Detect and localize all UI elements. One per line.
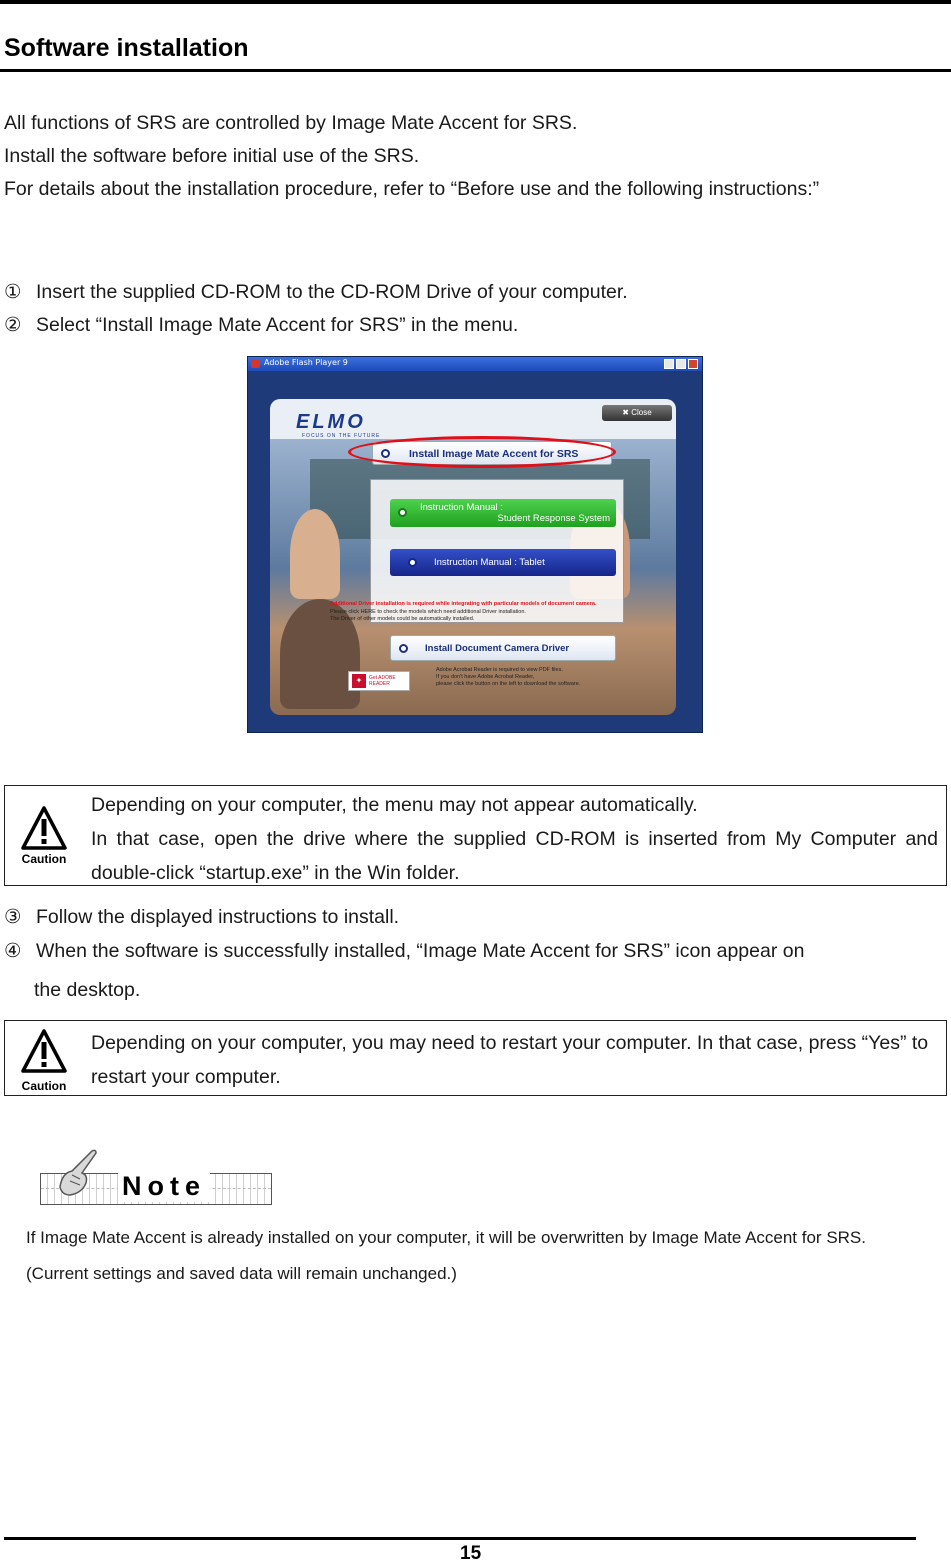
note-text: If Image Mate Accent is already installed on your computer, it will be overwritten by Image Mate Accent for SRS. (Current settings and saved data will remain unchanged.) [26,1228,866,1283]
manual-tablet-label: Instruction Manual : Tablet [434,557,545,568]
menu-frame [270,399,676,715]
step-3 [4,905,399,929]
adobe-note-line: If you don't have Adobe Acrobat Reader, [436,674,535,680]
arrow-circle-icon [398,508,407,517]
install-doc-camera-driver-button[interactable] [390,635,616,661]
arrow-circle-icon [408,558,417,567]
adobe-note-line: please click the button on the left to download the software. [436,681,581,687]
manual-srs-label-1: Instruction Manual : [420,502,503,513]
doc-camera-label: Install Document Camera Driver [425,643,570,654]
step-number: ① [4,281,22,303]
step-number: ④ [4,940,22,962]
adobe-note-line: Adobe Acrobat Reader is required to view PDF files. [436,667,563,673]
note-heading [38,1147,274,1209]
close-button-label: Close [631,408,652,417]
student-figure [290,509,340,599]
get-adobe-reader-button[interactable] [348,671,410,691]
bottom-rule [4,1537,916,1540]
intro-line: All functions of SRS are controlled by Image Mate Accent for SRS. [4,112,578,134]
caution-text [91,788,938,890]
caution-box [4,785,947,886]
close-icon: ✖ [622,408,632,417]
step-number: ③ [4,906,22,928]
driver-note-line: Please click HERE to check the models which need additional Driver installation. [330,609,526,615]
step-text: Select “Install Image Mate Accent for SRS” in the menu. [36,314,519,336]
step-4-continued: the desktop. [34,979,141,1001]
adobe-pdf-icon: ✦ [352,674,366,688]
driver-note [330,609,526,623]
step-4 [4,939,804,963]
title-rule [0,69,951,72]
caution-icon-group [13,1029,73,1099]
caution-label: Caution [21,1079,67,1093]
adobe-badge-label: Get ADOBE READER [369,675,396,687]
elmo-logo: ELMO [296,411,366,433]
driver-note-red: Additional Driver installation is required while integrating with particular models of document camera. [330,601,597,607]
window-close-icon[interactable] [688,359,698,369]
elmo-tagline: FOCUS ON THE FUTURE [302,433,381,439]
menu-close-button[interactable] [602,405,672,421]
caution-box [4,1020,947,1096]
caution-text: Depending on your computer, you may need to restart your computer. In that case, press “Yes” to restart your computer. [91,1032,929,1088]
adobe-note [436,667,580,688]
window-titlebar [248,357,702,371]
caution-label: Caution [21,852,67,866]
manual-srs-button[interactable] [390,499,616,527]
manual-tablet-button[interactable] [390,549,616,576]
flash-player-icon [251,360,260,368]
step-1 [4,280,628,304]
driver-note-line: The Driver of other models could be automatically installed. [330,616,475,622]
step-number: ② [4,314,22,336]
warning-triangle-icon [21,806,67,850]
installer-screenshot [247,356,703,733]
pointing-hand-icon [52,1147,112,1203]
intro-line: Install the software before initial use of the SRS. [4,145,420,167]
caution-line: In that case, open the drive where the supplied CD-ROM is inserted from My Computer and double-click “startup.exe” in the Win folder. [91,828,938,884]
caution-line: Depending on your computer, the menu may not appear automatically. [91,794,698,816]
step-text: When the software is successfully installed, “Image Mate Accent for SRS” icon appear on [36,940,805,962]
window-title: Adobe Flash Player 9 [264,358,348,367]
step-2 [4,313,518,337]
caution-icon-group [13,806,73,876]
install-button-label: Install Image Mate Accent for SRS [409,448,579,460]
step-text: Insert the supplied CD-ROM to the CD-ROM Drive of your computer. [36,281,628,303]
top-rule [0,0,951,4]
intro-paragraph [4,107,864,206]
minimize-icon[interactable] [664,359,674,369]
manual-srs-label-2: Student Response System [497,513,610,524]
page-number: 15 [460,1543,482,1564]
page-title: Software installation [4,34,249,62]
note-label: Note [118,1171,210,1202]
warning-triangle-icon [21,1029,67,1073]
highlight-oval [348,436,616,468]
arrow-circle-icon [399,644,408,653]
intro-line: For details about the installation procedure, refer to “Before use and the following instructions:” [4,178,820,200]
maximize-icon[interactable] [676,359,686,369]
step-text: Follow the displayed instructions to install. [36,906,400,928]
